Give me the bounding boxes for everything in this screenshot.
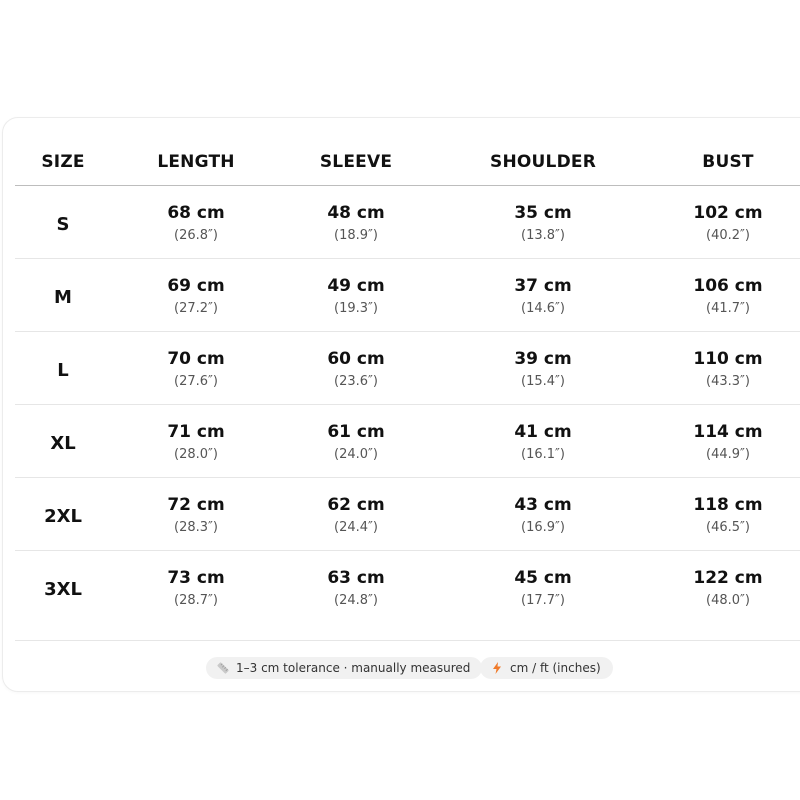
bust-cell — [693, 421, 762, 465]
length-cell — [167, 567, 224, 611]
bust-cell — [693, 348, 762, 392]
units-badge — [480, 657, 613, 679]
sleeve-cell — [327, 494, 384, 538]
shoulder-cm: 41 cm — [514, 422, 572, 442]
bust-inches: (46.5″) — [706, 520, 750, 535]
sleeve-cm: 60 cm — [327, 349, 385, 369]
sleeve-cell — [327, 202, 384, 246]
footer-divider — [15, 640, 800, 641]
sleeve-cell — [327, 567, 384, 611]
bust-cm: 122 cm — [693, 568, 763, 588]
length-inches: (27.2″) — [174, 301, 218, 316]
header-size: SIZE — [41, 152, 85, 172]
shoulder-inches: (16.9″) — [521, 520, 565, 535]
length-inches: (28.3″) — [174, 520, 218, 535]
size-label: XL — [50, 433, 76, 454]
sleeve-inches: (24.0″) — [334, 447, 378, 462]
shoulder-inches: (17.7″) — [521, 593, 565, 608]
length-cm: 68 cm — [167, 203, 225, 223]
tolerance-badge — [206, 657, 482, 679]
shoulder-inches: (14.6″) — [521, 301, 565, 316]
shoulder-cell — [514, 275, 571, 319]
sleeve-cm: 63 cm — [327, 568, 385, 588]
shoulder-cm: 35 cm — [514, 203, 572, 223]
table-row — [3, 478, 800, 551]
bust-cm: 118 cm — [693, 495, 763, 515]
bust-cm: 110 cm — [693, 349, 763, 369]
size-label: L — [57, 360, 69, 381]
shoulder-cell — [514, 567, 571, 611]
length-cm: 70 cm — [167, 349, 225, 369]
shoulder-cell — [514, 421, 571, 465]
table-row — [3, 259, 800, 332]
header-length: LENGTH — [157, 152, 235, 172]
length-cell — [167, 494, 224, 538]
bust-inches: (48.0″) — [706, 593, 750, 608]
sleeve-cm: 49 cm — [327, 276, 385, 296]
length-cell — [167, 421, 224, 465]
sleeve-cell — [327, 421, 384, 465]
header-sleeve: SLEEVE — [319, 152, 393, 172]
shoulder-cm: 45 cm — [514, 568, 572, 588]
size-label: 2XL — [44, 506, 82, 527]
size-label: 3XL — [44, 579, 82, 600]
length-cell — [167, 275, 224, 319]
sleeve-inches: (18.9″) — [334, 228, 378, 243]
sleeve-cm: 48 cm — [327, 203, 385, 223]
sleeve-cm: 62 cm — [327, 495, 385, 515]
length-inches: (27.6″) — [174, 374, 218, 389]
length-cm: 71 cm — [167, 422, 225, 442]
length-inches: (26.8″) — [174, 228, 218, 243]
size-label: M — [54, 287, 72, 308]
length-inches: (28.7″) — [174, 593, 218, 608]
sleeve-inches: (24.8″) — [334, 593, 378, 608]
bust-inches: (44.9″) — [706, 447, 750, 462]
table-row — [3, 332, 800, 405]
header-shoulder: SHOULDER — [490, 152, 596, 172]
length-cm: 72 cm — [167, 495, 225, 515]
shoulder-cell — [514, 348, 571, 392]
bust-inches: (41.7″) — [706, 301, 750, 316]
shoulder-cell — [514, 494, 571, 538]
length-cell — [167, 348, 224, 392]
shoulder-cm: 37 cm — [514, 276, 572, 296]
sleeve-cm: 61 cm — [327, 422, 385, 442]
length-inches: (28.0″) — [174, 447, 218, 462]
bust-cm: 106 cm — [693, 276, 763, 296]
sleeve-cell — [327, 275, 384, 319]
size-chart-card — [2, 117, 800, 692]
bust-cell — [693, 494, 762, 538]
shoulder-cm: 39 cm — [514, 349, 572, 369]
bust-cell — [693, 567, 762, 611]
table-row — [3, 551, 800, 624]
bolt-icon — [490, 661, 504, 675]
shoulder-inches: (16.1″) — [521, 447, 565, 462]
header-bust: BUST — [702, 152, 754, 172]
table-row — [3, 186, 800, 259]
bust-cell — [693, 275, 762, 319]
size-label: S — [56, 214, 70, 235]
bust-inches: (43.3″) — [706, 374, 750, 389]
sleeve-inches: (23.6″) — [334, 374, 378, 389]
sleeve-cell — [327, 348, 384, 392]
shoulder-cell — [514, 202, 571, 246]
table-row — [3, 405, 800, 478]
bust-cm: 114 cm — [693, 422, 763, 442]
shoulder-inches: (13.8″) — [521, 228, 565, 243]
bust-inches: (40.2″) — [706, 228, 750, 243]
tolerance-text: 1–3 cm tolerance · manually measured — [236, 661, 471, 675]
units-text: cm / ft (inches) — [510, 661, 601, 675]
table-header — [3, 118, 800, 186]
ruler-icon — [216, 661, 230, 675]
bust-cm: 102 cm — [693, 203, 763, 223]
length-cm: 73 cm — [167, 568, 225, 588]
shoulder-cm: 43 cm — [514, 495, 572, 515]
bust-cell — [693, 202, 762, 246]
sleeve-inches: (19.3″) — [334, 301, 378, 316]
length-cm: 69 cm — [167, 276, 225, 296]
length-cell — [167, 202, 224, 246]
shoulder-inches: (15.4″) — [521, 374, 565, 389]
sleeve-inches: (24.4″) — [334, 520, 378, 535]
